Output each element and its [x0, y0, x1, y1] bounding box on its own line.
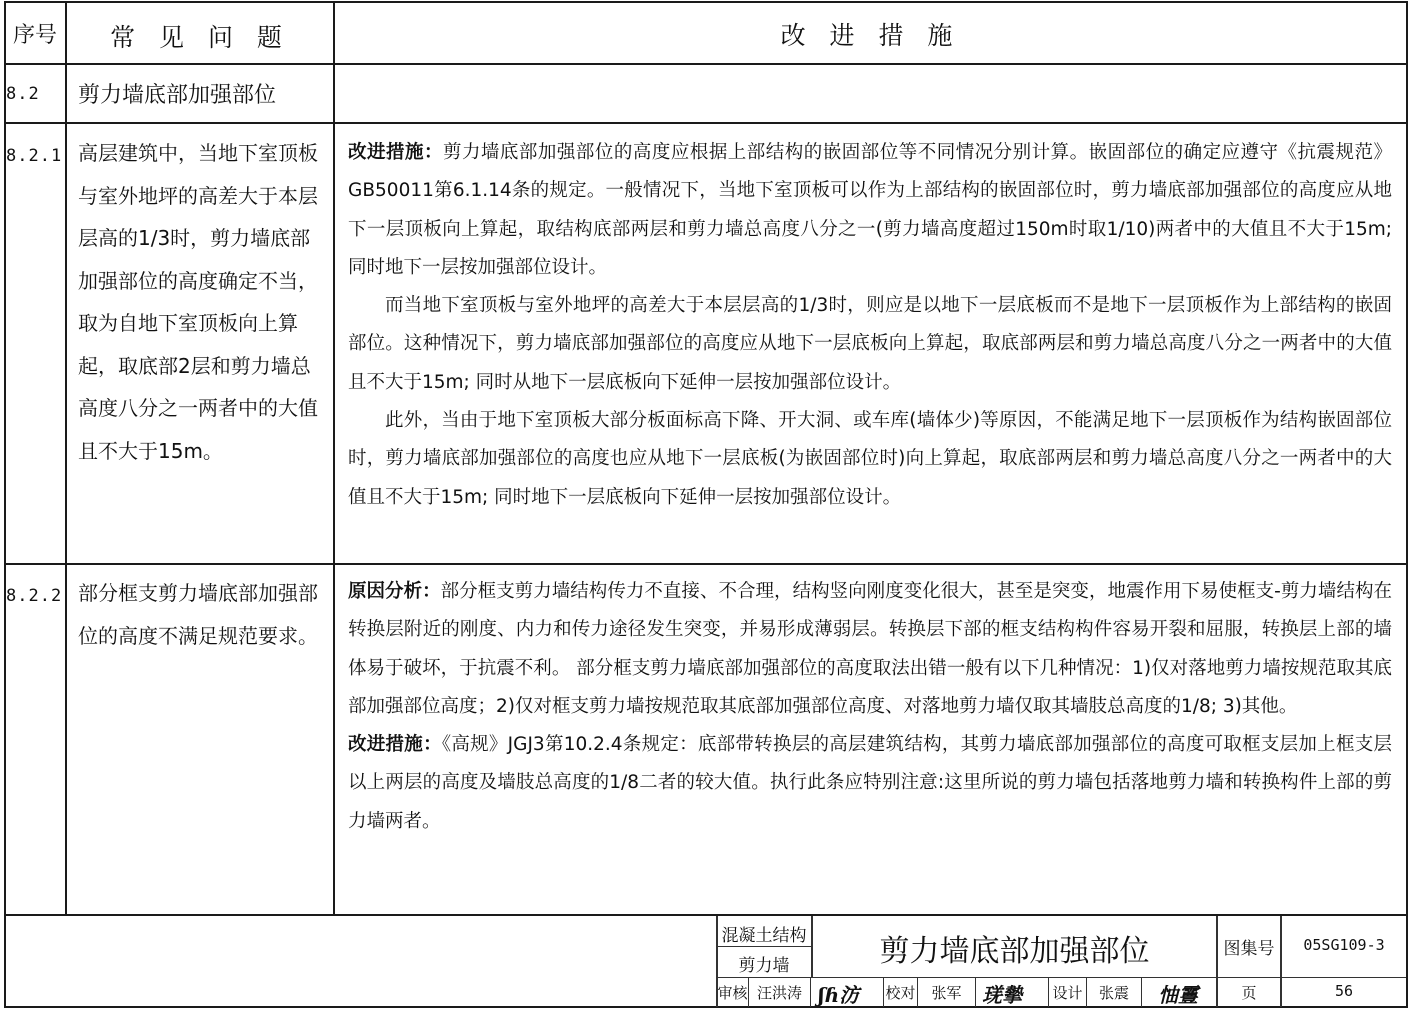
section-number: 8.2 — [6, 84, 40, 104]
col-divider-1 — [65, 1, 67, 916]
border-top — [4, 1, 1408, 3]
row-number: 8.2.1 — [6, 146, 63, 166]
tb-divider — [716, 977, 1406, 978]
problem-text: 高层建筑中，当地下室顶板与室外地坪的高差大于本层层高的1/3时，剪力墙底部加强部位的高度确定不当，取为自地下室顶板向上算起，取底部2层和剪力墙总高度八分之一两者中的大值且不大于15m。 — [78, 141, 318, 463]
row-number: 8.2.2 — [6, 586, 63, 606]
section-divider — [4, 122, 1408, 124]
tb-divider — [975, 978, 976, 1007]
page-number: 56 — [1334, 982, 1354, 1000]
measure-text — [348, 134, 1392, 517]
measure-label: 改进措施： — [348, 734, 442, 756]
row-divider — [4, 563, 1408, 565]
measure-paragraph: 此外，当由于地下室顶板大部分板面标高下降、开大洞、或车库(墙体少)等原因，不能满足地下一层顶板作为结构嵌固部位时，剪力墙底部加强部位的高度也应从地下一层底板(为嵌固部位时)向上算起，取底部两层和剪力墙总高度八分之一两者中的大值且不大于15m; 同时地下一层底板向下延伸一层按加强部位设计。 — [348, 410, 1392, 508]
problem-text: 部分框支剪力墙底部加强部位的高度不满足规范要求。 — [78, 581, 318, 648]
section-title: 剪力墙底部加强部位 — [78, 83, 277, 108]
border-right — [1406, 1, 1408, 1008]
measure-paragraph — [348, 134, 1392, 287]
checker-name: 张军 — [931, 984, 962, 1002]
analysis-label: 原因分析： — [348, 581, 441, 602]
measure-paragraph — [348, 726, 1392, 841]
column-header-measure: 改 进 措 施 — [780, 21, 961, 50]
measure-text — [348, 573, 1392, 841]
drawing-title: 剪力墙底部加强部位 — [879, 934, 1150, 969]
designer-name: 张震 — [1098, 984, 1129, 1002]
tb-divider — [1141, 978, 1142, 1007]
category-label: 剪力墙 — [738, 956, 790, 976]
tb-divider — [810, 978, 811, 1007]
title-block-top — [4, 914, 1408, 916]
category-label: 混凝土结构 — [721, 926, 807, 946]
measure-paragraph-text: 剪力墙底部加强部位的高度应根据上部结构的嵌固部位等不同情况分别计算。嵌固部位的确定应遵守《抗震规范》GB50011第6.1.14条的规定。一般情况下，当地下室顶板可以作为上部结构的嵌固部位时，剪力墙底部加强部位的高度应从地下一层顶板向上算起，取结构底部两层和剪力墙总高度八分之一(剪力墙高度超过150m时取1/10)两者中的大值且不大于15m; 同时地下一层按加强部位设计。 — [348, 142, 1392, 278]
reviewer-name: 汪洪涛 — [756, 984, 802, 1002]
designer-signature: 怞霻 — [1158, 983, 1198, 1007]
check-label: 校对 — [885, 984, 916, 1002]
column-header-problem: 常 见 问 题 — [110, 23, 290, 52]
review-label: 审核 — [717, 984, 748, 1002]
reviewer-signature: ʃɦ汸 — [818, 983, 860, 1007]
page-label: 页 — [1241, 984, 1257, 1002]
measure-paragraph — [348, 573, 1392, 726]
checker-signature: 琷摰 — [982, 983, 1022, 1007]
column-header-number: 序号 — [12, 23, 57, 48]
atlas-number: 05SG109-3 — [1303, 936, 1385, 954]
tb-divider — [716, 946, 812, 947]
measure-paragraph-text: 部分框支剪力墙结构传力不直接、不合理，结构竖向刚度变化很大，甚至是突变，地震作用下易使框支-剪力墙结构在转换层附近的刚度、内力和传力途径发生突变，并易形成薄弱层。转换层下部的框支结构构件容易开裂和屈服，转换层上部的墙体易于破坏，于抗震不利。 部分框支剪力墙底部加强部位的高度取法出错一般有以下几种情况：1)仅对落地剪力墙按规范取其底部加强部位高度；2)仅对框支剪力墙按规范取其底部加强部位高度、对落地剪力墙仅取其墙肢总高度的1/8; 3)其他。 — [348, 581, 1392, 717]
measure-paragraph: 而当地下室顶板与室外地坪的高差大于本层层高的1/3时，则应是以地下一层底板而不是地下一层顶板作为上部结构的嵌固部位。这种情况下，剪力墙底部加强部位的高度应从地下一层底板向上算起，取底部两层和剪力墙总高度八分之一两者中的大值且不大于15m; 同时从地下一层底板向下延伸一层按加强部位设计。 — [348, 295, 1392, 393]
measure-paragraph-text: 《高规》JGJ3第10.2.4条规定：底部带转换层的高层建筑结构，其剪力墙底部加强部位的高度可取框支层加上框支层以上两层的高度及墙肢总高度的1/8二者的较大值。执行此条应特别注意:这里所说的剪力墙包括落地剪力墙和转换构件上部的剪力墙两者。 — [348, 734, 1392, 832]
header-divider — [4, 63, 1408, 65]
col-divider-2 — [333, 1, 335, 916]
measure-label: 改进措施： — [348, 142, 443, 163]
atlas-label: 图集号 — [1223, 939, 1275, 959]
design-label: 设计 — [1052, 984, 1083, 1002]
